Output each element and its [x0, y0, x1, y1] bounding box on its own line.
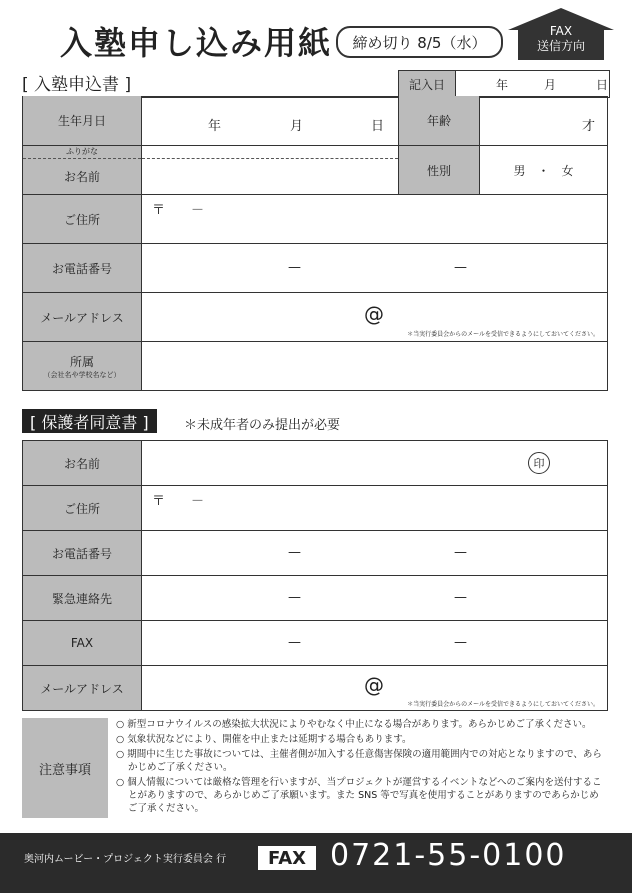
affiliation-row: [23, 342, 607, 391]
entry-date-box: [398, 70, 610, 98]
fax-direction-line2: 送信方向: [536, 39, 585, 53]
page-title: 入塾申し込み用紙: [60, 24, 333, 62]
birthdate-row: [23, 96, 607, 146]
address-label: ご住所: [23, 195, 142, 243]
application-table: [22, 96, 608, 391]
guardian-phone-dash-1: —: [288, 545, 301, 560]
name-label: お名前: [63, 170, 100, 184]
guardian-name-row: [23, 441, 607, 486]
deadline-badge: 締め切り 8/5（水）: [336, 26, 503, 58]
affiliation-label: 所属: [69, 354, 94, 369]
emergency-field[interactable]: [142, 576, 607, 620]
affiliation-field[interactable]: [142, 342, 607, 390]
affiliation-label-cell: [23, 342, 142, 390]
emergency-dash-2: —: [454, 590, 467, 605]
guardian-phone-label: お電話番号: [23, 531, 142, 575]
furigana-label: ふりがな: [23, 146, 141, 159]
caution-item: ○ 新型コロナウイルスの感染拡大状況によりやむなく中止になる場合があります。あらかじめご了承ください。: [116, 719, 592, 730]
address-field[interactable]: [142, 195, 607, 243]
email-label: メールアドレス: [23, 293, 142, 341]
day-unit: 日: [596, 77, 609, 92]
guardian-note: ＊未成年者のみ提出が必要: [184, 418, 341, 433]
caution-label: 注意事項: [22, 718, 108, 818]
gender-label: 性別: [399, 146, 480, 194]
phone-label: お電話番号: [23, 244, 142, 292]
year-unit: 年: [496, 77, 509, 92]
guardian-name-field[interactable]: [142, 441, 607, 485]
entry-date-field[interactable]: [456, 71, 609, 97]
organizer-name: 奥河内ムービー・プロジェクト実行委員会 行: [24, 854, 227, 865]
guardian-postal-mark: 〒 －: [152, 494, 205, 509]
name-field[interactable]: [142, 146, 399, 194]
phone-dash-1: —: [288, 260, 301, 275]
guardian-table: [22, 440, 608, 711]
guardian-section-title: [ 保護者同意書 ]: [22, 409, 157, 433]
guardian-phone-field[interactable]: [142, 531, 607, 575]
phone-dash-2: —: [454, 260, 467, 275]
age-field[interactable]: [480, 96, 607, 145]
address-row: [23, 195, 607, 244]
emergency-row: [23, 576, 607, 621]
gender-options: 男 ・ 女: [513, 163, 574, 178]
gender-field[interactable]: [480, 146, 607, 194]
guardian-address-row: [23, 486, 607, 531]
phone-row: [23, 244, 607, 293]
emergency-label: 緊急連絡先: [23, 576, 142, 620]
postal-mark: 〒 －: [152, 203, 205, 218]
guardian-fax-field[interactable]: [142, 621, 607, 665]
guardian-address-field[interactable]: [142, 486, 607, 530]
name-label-cell: [23, 146, 142, 194]
birth-day-unit: 日: [371, 119, 385, 134]
guardian-email-note: ＊当実行委員会からのメールを受信できるようにしておいてください。: [407, 701, 599, 708]
guardian-name-label: お名前: [23, 441, 142, 485]
email-field[interactable]: [142, 293, 607, 341]
guardian-fax-dash-2: —: [454, 635, 467, 650]
age-unit: 才: [581, 119, 595, 134]
guardian-phone-dash-2: —: [454, 545, 467, 560]
guardian-email-label: メールアドレス: [23, 666, 142, 710]
guardian-at-sign: @: [364, 673, 384, 697]
seal-mark: 印: [528, 452, 550, 474]
footer-fax-label: FAX: [258, 846, 316, 870]
at-sign: @: [364, 302, 384, 326]
guardian-fax-label: FAX: [23, 621, 142, 665]
fax-direction-label: [508, 24, 614, 54]
guardian-email-field[interactable]: [142, 666, 607, 710]
guardian-phone-row: [23, 531, 607, 576]
guardian-fax-row: [23, 621, 607, 666]
affiliation-sublabel: （会社名や学校名など）: [43, 370, 121, 379]
birthdate-field[interactable]: [142, 96, 399, 145]
name-row: [23, 146, 607, 195]
entry-date-label: 記入日: [399, 71, 456, 97]
email-row: [23, 293, 607, 342]
caution-list: [116, 718, 606, 817]
birthdate-label: 生年月日: [23, 96, 142, 145]
furigana-divider: [142, 158, 398, 159]
emergency-dash-1: —: [288, 590, 301, 605]
birth-month-unit: 月: [290, 119, 304, 134]
guardian-address-label: ご住所: [23, 486, 142, 530]
email-note: ＊当実行委員会からのメールを受信できるようにしておいてください。: [407, 331, 599, 338]
age-label: 年齢: [399, 96, 480, 145]
caution-item: ○ 気象状況などにより、開催を中止または延期する場合もあります。: [116, 734, 412, 745]
footer-fax-number: 0721-55-0100: [330, 838, 567, 873]
caution-item: ○ 個人情報については厳格な管理を行いますが、当プロジェクトが運営するイベントなどへのご案内を送付することがありますので、あらかじめご了承願います。また SNS 等で写真を使用することがありますのであらかじめご了承ください。: [116, 777, 602, 814]
guardian-fax-dash-1: —: [288, 635, 301, 650]
guardian-email-row: [23, 666, 607, 711]
month-unit: 月: [544, 77, 557, 92]
birth-year-unit: 年: [208, 119, 222, 134]
caution-item: ○ 期間中に生じた事故については、主催者側が加入する任意傷害保険の適用範囲内での対応となりますので、あらかじめご了承ください。: [116, 749, 602, 773]
fax-direction-line1: FAX: [549, 24, 573, 38]
application-section-title: [ 入塾申込書 ]: [22, 75, 132, 95]
phone-field[interactable]: [142, 244, 607, 292]
